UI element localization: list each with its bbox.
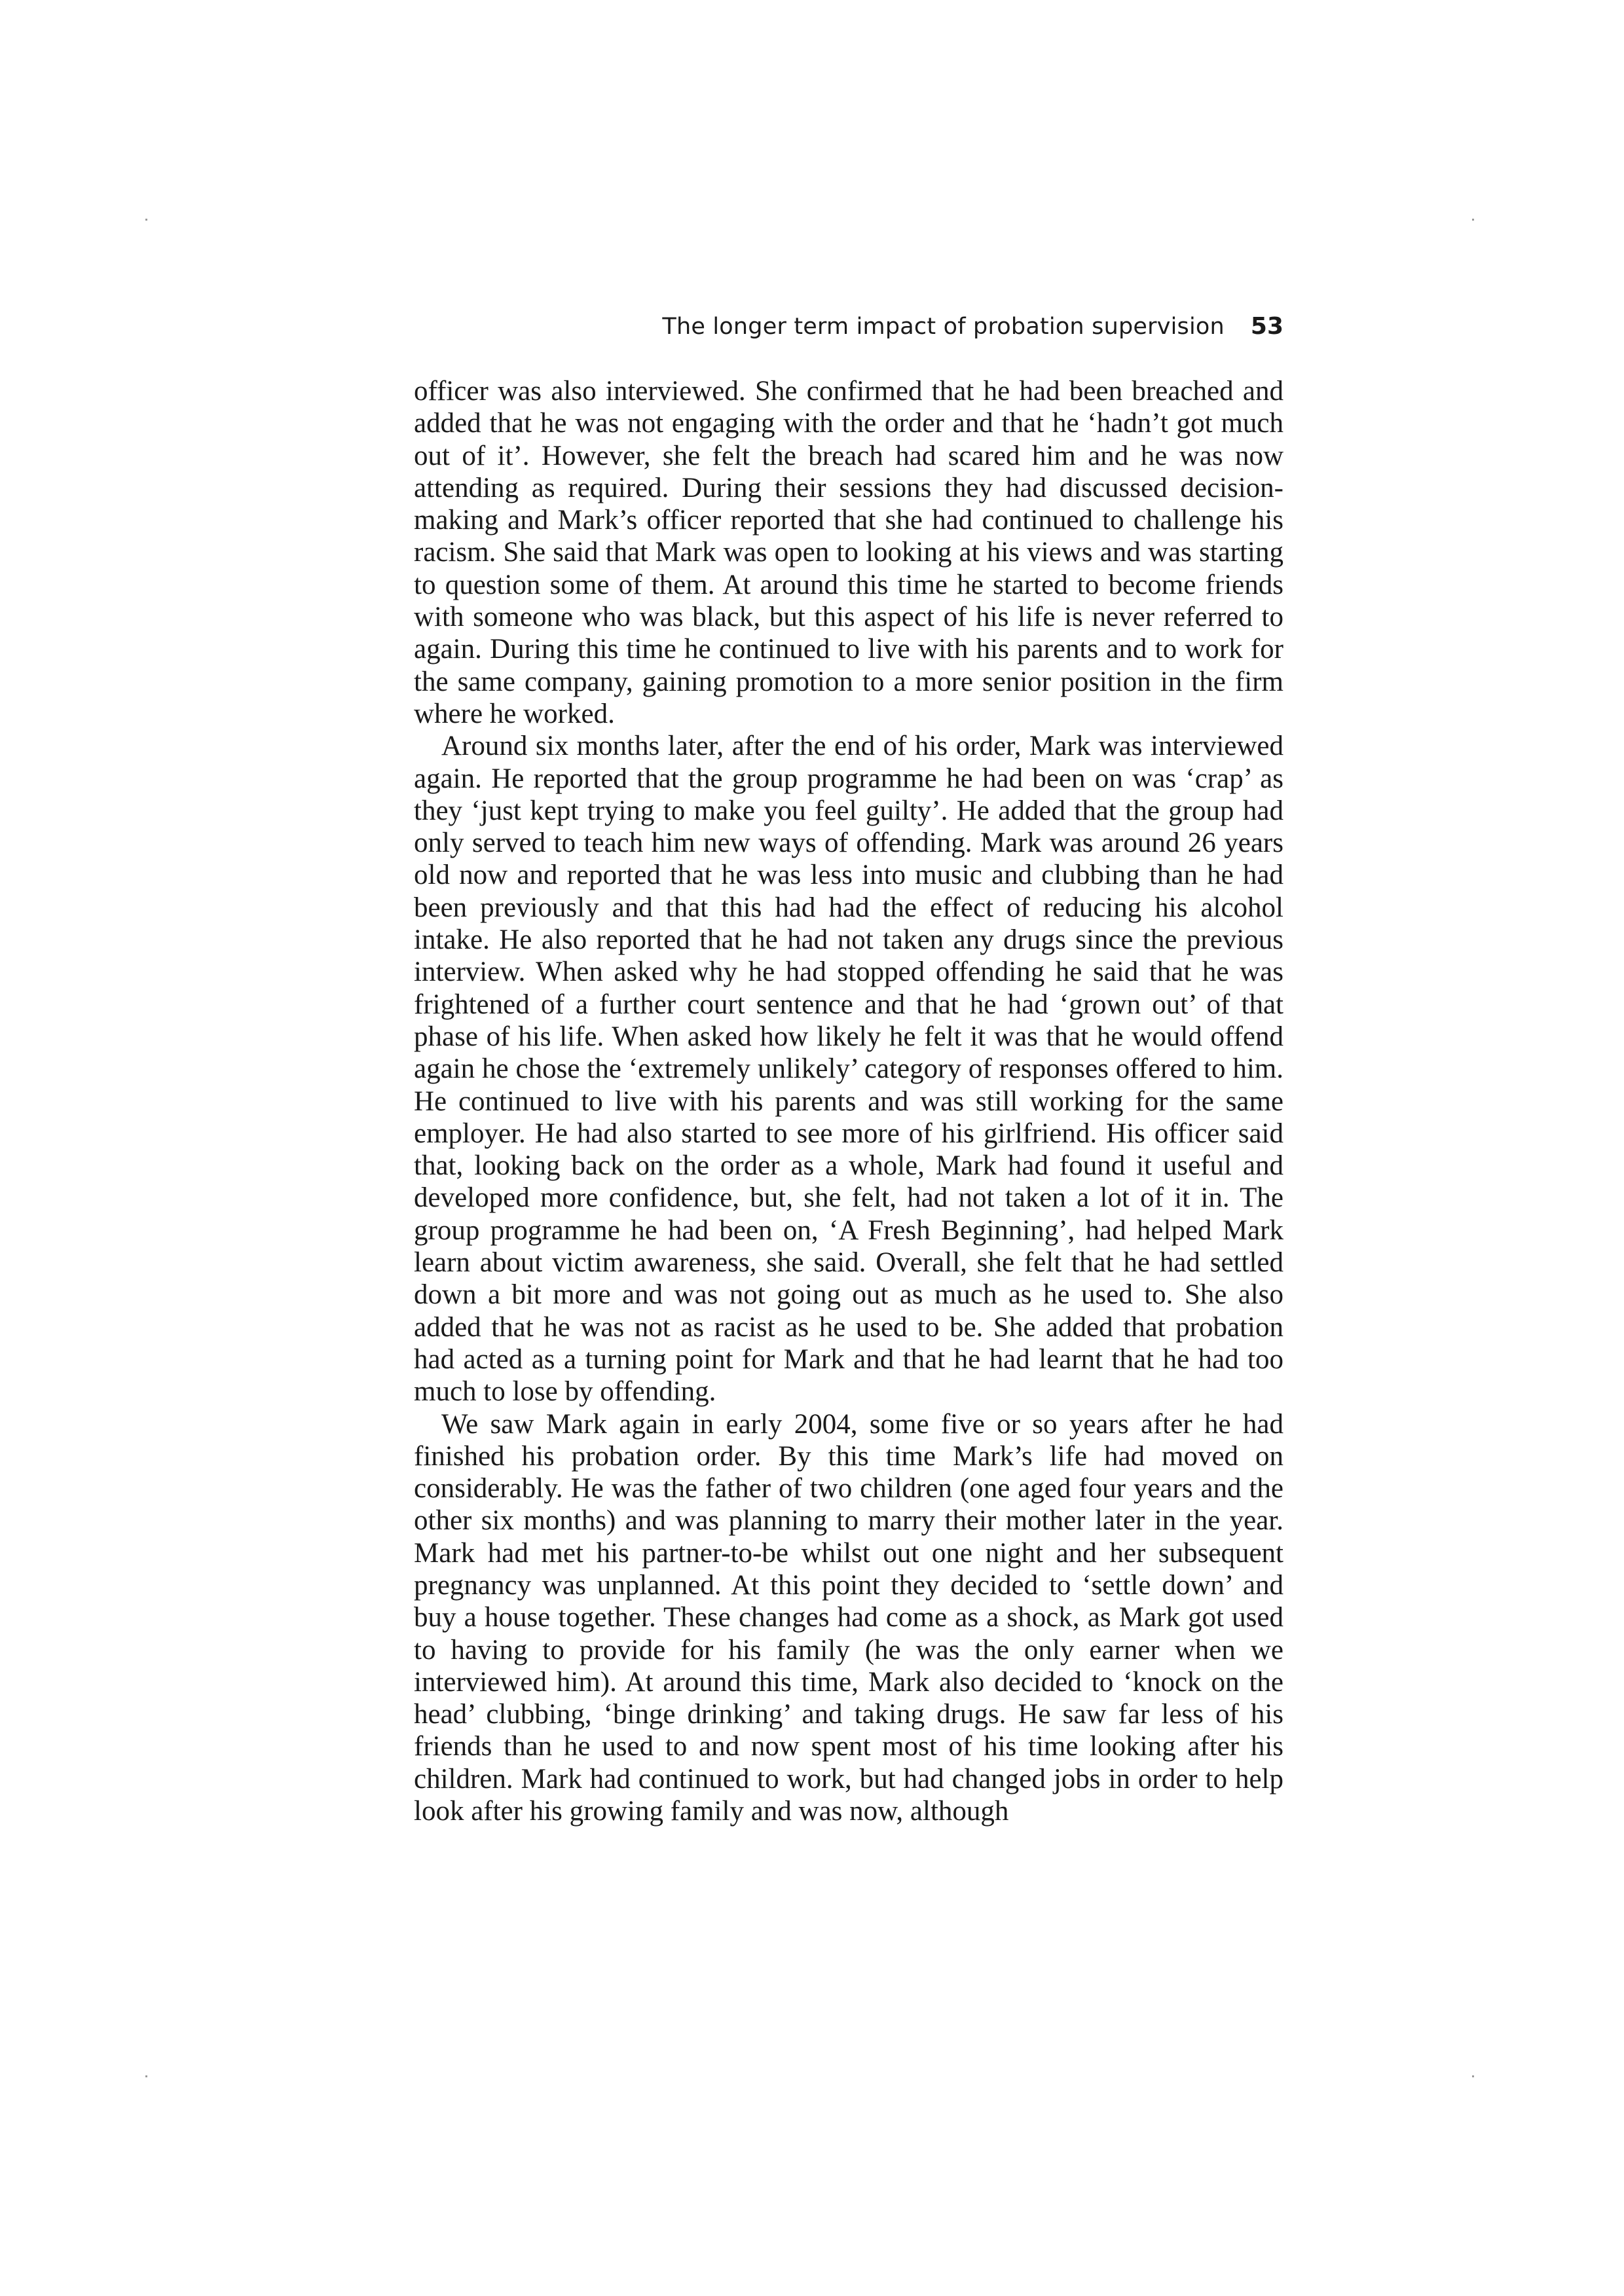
paragraph: We saw Mark again in early 2004, some five or so years after he had finished his probation order. By this time Mark’s life had moved on considerably. He was the father of two children (one aged four years and the other six months) and was planning to marry their mother later in the year. Mark had met his partner-to-be whilst out one night and her subsequent pregnancy was unplanned. At this point they decided to ‘settle down’ and buy a house together. These changes had come as a shock, as Mark got used to having to provide for his family (he was the only earner when we interviewed him). At around this time, Mark also decided to ‘knock on the head’ clubbing, ‘binge drinking’ and taking drugs. He saw far less of his friends than he used to and now spent most of his time looking after his children. Mark had continued to work, but had changed jobs in order to help look after his growing family and was now, although: [414, 1408, 1283, 1827]
crop-mark-top-left: [145, 219, 147, 221]
body-text: [414, 375, 1283, 1827]
paragraph: officer was also interviewed. She confirmed that he had been breached and added that he was not engaging with the order and that he ‘hadn’t got much out of it’. However, she felt the breach had scared him and he was now attending as required. During their sessions they had discussed decision-making and Mark’s officer reported that she had continued to challenge his racism. She said that Mark was open to looking at his views and was starting to question some of them. At around this time he started to become friends with someone who was black, but this aspect of his life is never referred to again. During this time he continued to live with his parents and to work for the same company, gaining promotion to a more senior position in the firm where he worked.: [414, 376, 1283, 729]
paragraph: Around six months later, after the end of his order, Mark was interviewed again. He reported that the group programme he had been on was ‘crap’ as they ‘just kept trying to make you feel guilty’. He added that the group had only served to teach him new ways of offending. Mark was around 26 years old now and reported that he was less into music and clubbing than he had been previously and that this had had the effect of reducing his alcohol intake. He also reported that he had not taken any drugs since the previous interview. When asked why he had stopped offending he said that he was frightened of a further court sentence and that he had ‘grown out’ of that phase of his life. When asked how likely he felt it was that he would offend again he chose the ‘extremely unlikely’ category of responses offered to him. He continued to live with his parents and was still working for the same employer. He had also started to see more of his girlfriend. His officer said that, looking back on the order as a whole, Mark had found it useful and developed more confidence, but, she felt, had not taken a lot of it in. The group programme he had been on, ‘A Fresh Beginning’, had helped Mark learn about victim awareness, she said. Overall, she felt that he had settled down a bit more and was not going out as much as he used to. She also added that he was not as racist as he used to be. She added that probation had acted as a turning point for Mark and that he had learnt that he had too much to lose by offending.: [414, 731, 1283, 1408]
running-head-title: The longer term impact of probation supervision: [662, 314, 1225, 340]
page-number: 53: [1250, 313, 1283, 340]
crop-mark-bottom-right: [1472, 2075, 1474, 2077]
crop-mark-bottom-left: [145, 2075, 147, 2077]
running-head: [413, 313, 1283, 352]
crop-mark-top-right: [1472, 219, 1474, 221]
